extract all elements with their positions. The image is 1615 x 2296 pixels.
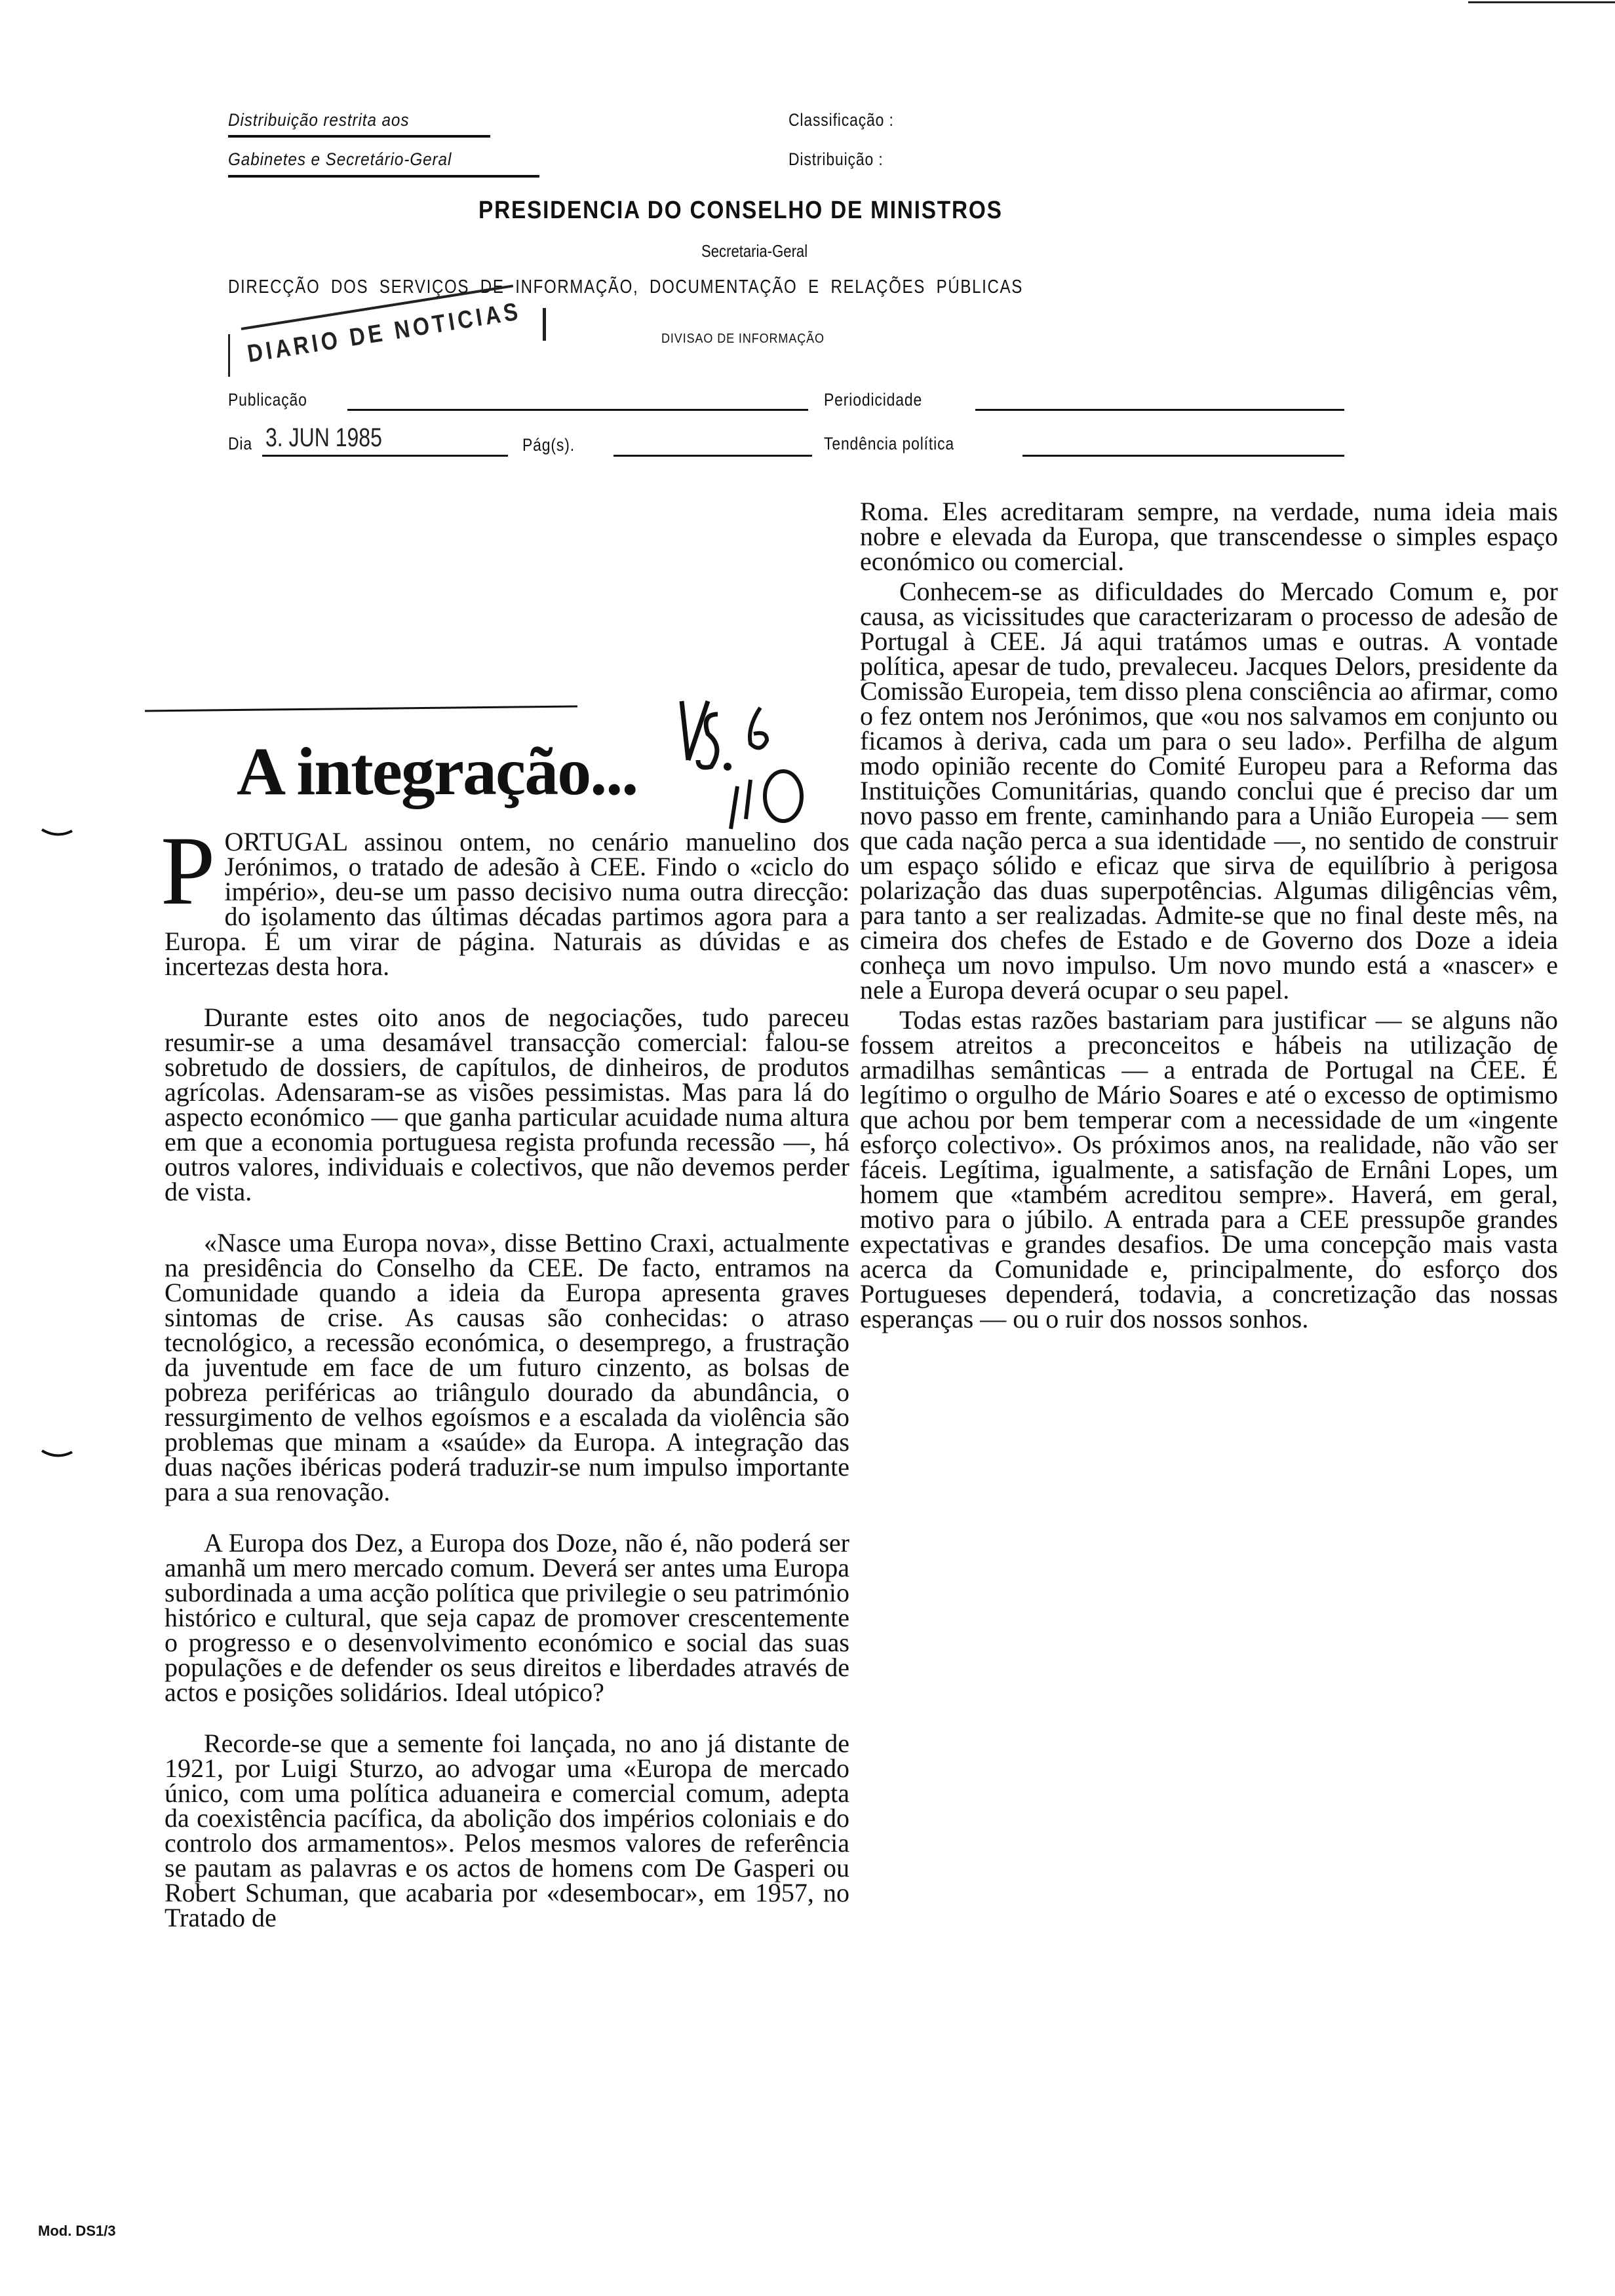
distribution-label: Distribuição :	[788, 149, 884, 169]
article-title: A integração...	[237, 734, 638, 809]
day-label: Dia	[228, 434, 252, 453]
article-paragraph: Durante estes oito anos de negociações, tudo pareceu resumir-se a uma desamável transacção comercial: falou-se sobretudo de dossiers, de capítulos, de dinheiros, de produtos agrícolas. Adensaram-se as visões pessimistas. Mas para lá do aspecto económico — que ganha particular acuidade numa altura em que a economia portuguesa regista profunda recessão —, há outros valores, individuais e colectivos, que não devemos perder de vista.	[165, 1003, 849, 1206]
distribution-note-line1: Distribuição restrita aos	[228, 110, 410, 130]
pages-field[interactable]	[613, 455, 812, 457]
newspaper-stamp	[228, 297, 562, 380]
punch-hole-mark	[41, 827, 73, 840]
distribution-note-line2: Gabinetes e Secretário-Geral	[228, 149, 452, 169]
article-paragraph: Conhecem-se as dificuldades do Mercado Comum e, por causa, as vicissitudes que caracterizaram o processo de adesão de Portugal à CEE. Já aqui tratámos umas e outras. A vontade política, apesar de tudo, prevaleceu. Jacques Delors, presidente da Comissão Europeia, tem disso plena consciência ao afirmar, como o fez ontem nos Jerónimos, que «ou nos salvamos em conjunto ou ficamos à deriva, cada um para o seu lado». Perfilha de algum modo opinião recente do Comité Europeu para a Reforma das Instituições Comunitárias, quando conclui que é preciso dar um novo passo em frente, caminhando para a União Europeia — sem que cada nação perca a sua identidade —, no sentido de construir um espaço sólido e eficaz que sirva de equilíbrio à perigosa polarização das duas superpotências. Algumas diligências vêm, para tanto a ser realizadas. Admite-se que no final deste mês, na cimeira dos chefes de Estado e de Governo dos Doze a ideia conheça um novo impulso. Um novo mundo está a «nascer» e nele a Europa deverá ocupar o seu papel.	[860, 577, 1558, 1004]
ministry-heading: PRESIDENCIA DO CONSELHO DE MINISTROS	[478, 197, 1003, 224]
article-paragraph: A Europa dos Dez, a Europa dos Doze, não é, não poderá ser amanhã um mero mercado comum. Deverá ser antes uma Europa subordinada a uma acção política que privilegie o seu património histórico e cultural, que seja capaz de promover crescentemente o progresso e o desenvolvimento económico e social das suas populações e de defender os seus direitos e liberdades através de actos e posições solidários. Ideal utópico?	[165, 1528, 849, 1707]
date-stamp: 3. JUN 1985	[265, 423, 382, 452]
article-left-column	[161, 816, 849, 1932]
article-paragraph: PORTUGAL assinou ontem, no cenário manuelino dos Jerónimos, o tratado de adesão à CEE. Findo o «ciclo do império», deu-se um passo decisivo numa outra direcção: do isolamento das últimas décadas partimos agora para a Europa. É um virar de página. Naturais as dúvidas e as incertezas desta hora.	[161, 816, 849, 981]
scan-edge-line	[1468, 1, 1615, 3]
underline	[228, 135, 490, 138]
periodicity-field[interactable]	[975, 409, 1344, 411]
underline	[228, 175, 539, 178]
political-tendency-label: Tendência política	[824, 434, 955, 453]
article-paragraph: Recorde-se que a semente foi lançada, no ano já distante de 1921, por Luigi Sturzo, ao advogar uma «Europa de mercado único, com uma política aduaneira e comercial comum, adepta da coexistência pacífica, da abolição dos impérios coloniais e do controlo dos armamentos». Pelos mesmos valores de referência se pautam as palavras e os actos de homens com De Gasperi ou Robert Schuman, que acabaria por «desembocar», em 1957, no Tratado de	[165, 1729, 849, 1932]
secretariat-heading: Secretaria-Geral	[701, 241, 808, 261]
division-label: DIVISAO DE INFORMAÇÃO	[661, 332, 825, 346]
publication-field[interactable]	[347, 409, 808, 411]
article-right-column	[860, 499, 1558, 1331]
stamp-text: DIARIO DE NOTICIAS	[245, 297, 524, 368]
directorate-heading: DIRECÇÃO DOS SERVIÇOS DE INFORMAÇÃO, DOCUMENTAÇÃO E RELAÇÕES PÚBLICAS	[228, 277, 1023, 297]
article-paragraph: «Nasce uma Europa nova», disse Bettino Craxi, actualmente na presidência do Conselho da CEE. De facto, entramos na Comunidade quando a ideia da Europa apresenta graves sintomas de crise. As causas são conhecidas: o atraso tecnológico, a recessão económica, o desemprego, a frustração da juventude em face de um futuro cinzento, as bolsas de pobreza periféricas ao triângulo dourado da abundância, o ressurgimento de velhos egoísmos e a escalada da violência são problemas que minam a «saúde» da Europa. A integração das duas nações ibéricas poderá traduzir-se num impulso importante para a sua renovação.	[165, 1228, 849, 1506]
punch-hole-mark	[41, 1448, 73, 1461]
drop-cap: P	[161, 816, 216, 925]
political-tendency-field[interactable]	[1022, 455, 1344, 457]
article-paragraph: Roma. Eles acreditaram sempre, na verdade, numa ideia mais nobre e elevada da Europa, que transcendesse o simples espaço económico ou comercial.	[860, 497, 1558, 576]
publication-label: Publicação	[228, 390, 307, 410]
pages-label: Pág(s).	[522, 435, 575, 455]
article-paragraph: Todas estas razões bastariam para justificar — se alguns não fossem atreitos a preconceitos e hábeis na utilização de armadilhas semânticas — a entrada de Portugal na CEE. É legítimo o orgulho de Mário Soares e até o excesso de optimismo que achou por bem temperar com a necessidade de um «ingente esforço colectivo». Os próximos anos, na realidade, não vão ser fáceis. Legítima, igualmente, a satisfação de Ernâni Lopes, um homem que «também acreditou sempre». Haverá, em geral, motivo para o júbilo. A entrada para a CEE pressupõe grandes expectativas e grandes desafios. De uma concepção mais vasta acerca da Comunidade e, principalmente, do esforço dos Portugueses dependerá, todavia, a concretização das nossas esperanças — ou o ruir dos nossos sonhos.	[860, 1005, 1558, 1333]
title-rule	[145, 706, 577, 712]
classification-label: Classificação :	[788, 110, 894, 130]
day-field[interactable]	[262, 455, 508, 457]
periodicity-label: Periodicidade	[824, 390, 923, 410]
form-code: Mod. DS1/3	[38, 2223, 116, 2239]
handwritten-annotation	[662, 688, 819, 839]
